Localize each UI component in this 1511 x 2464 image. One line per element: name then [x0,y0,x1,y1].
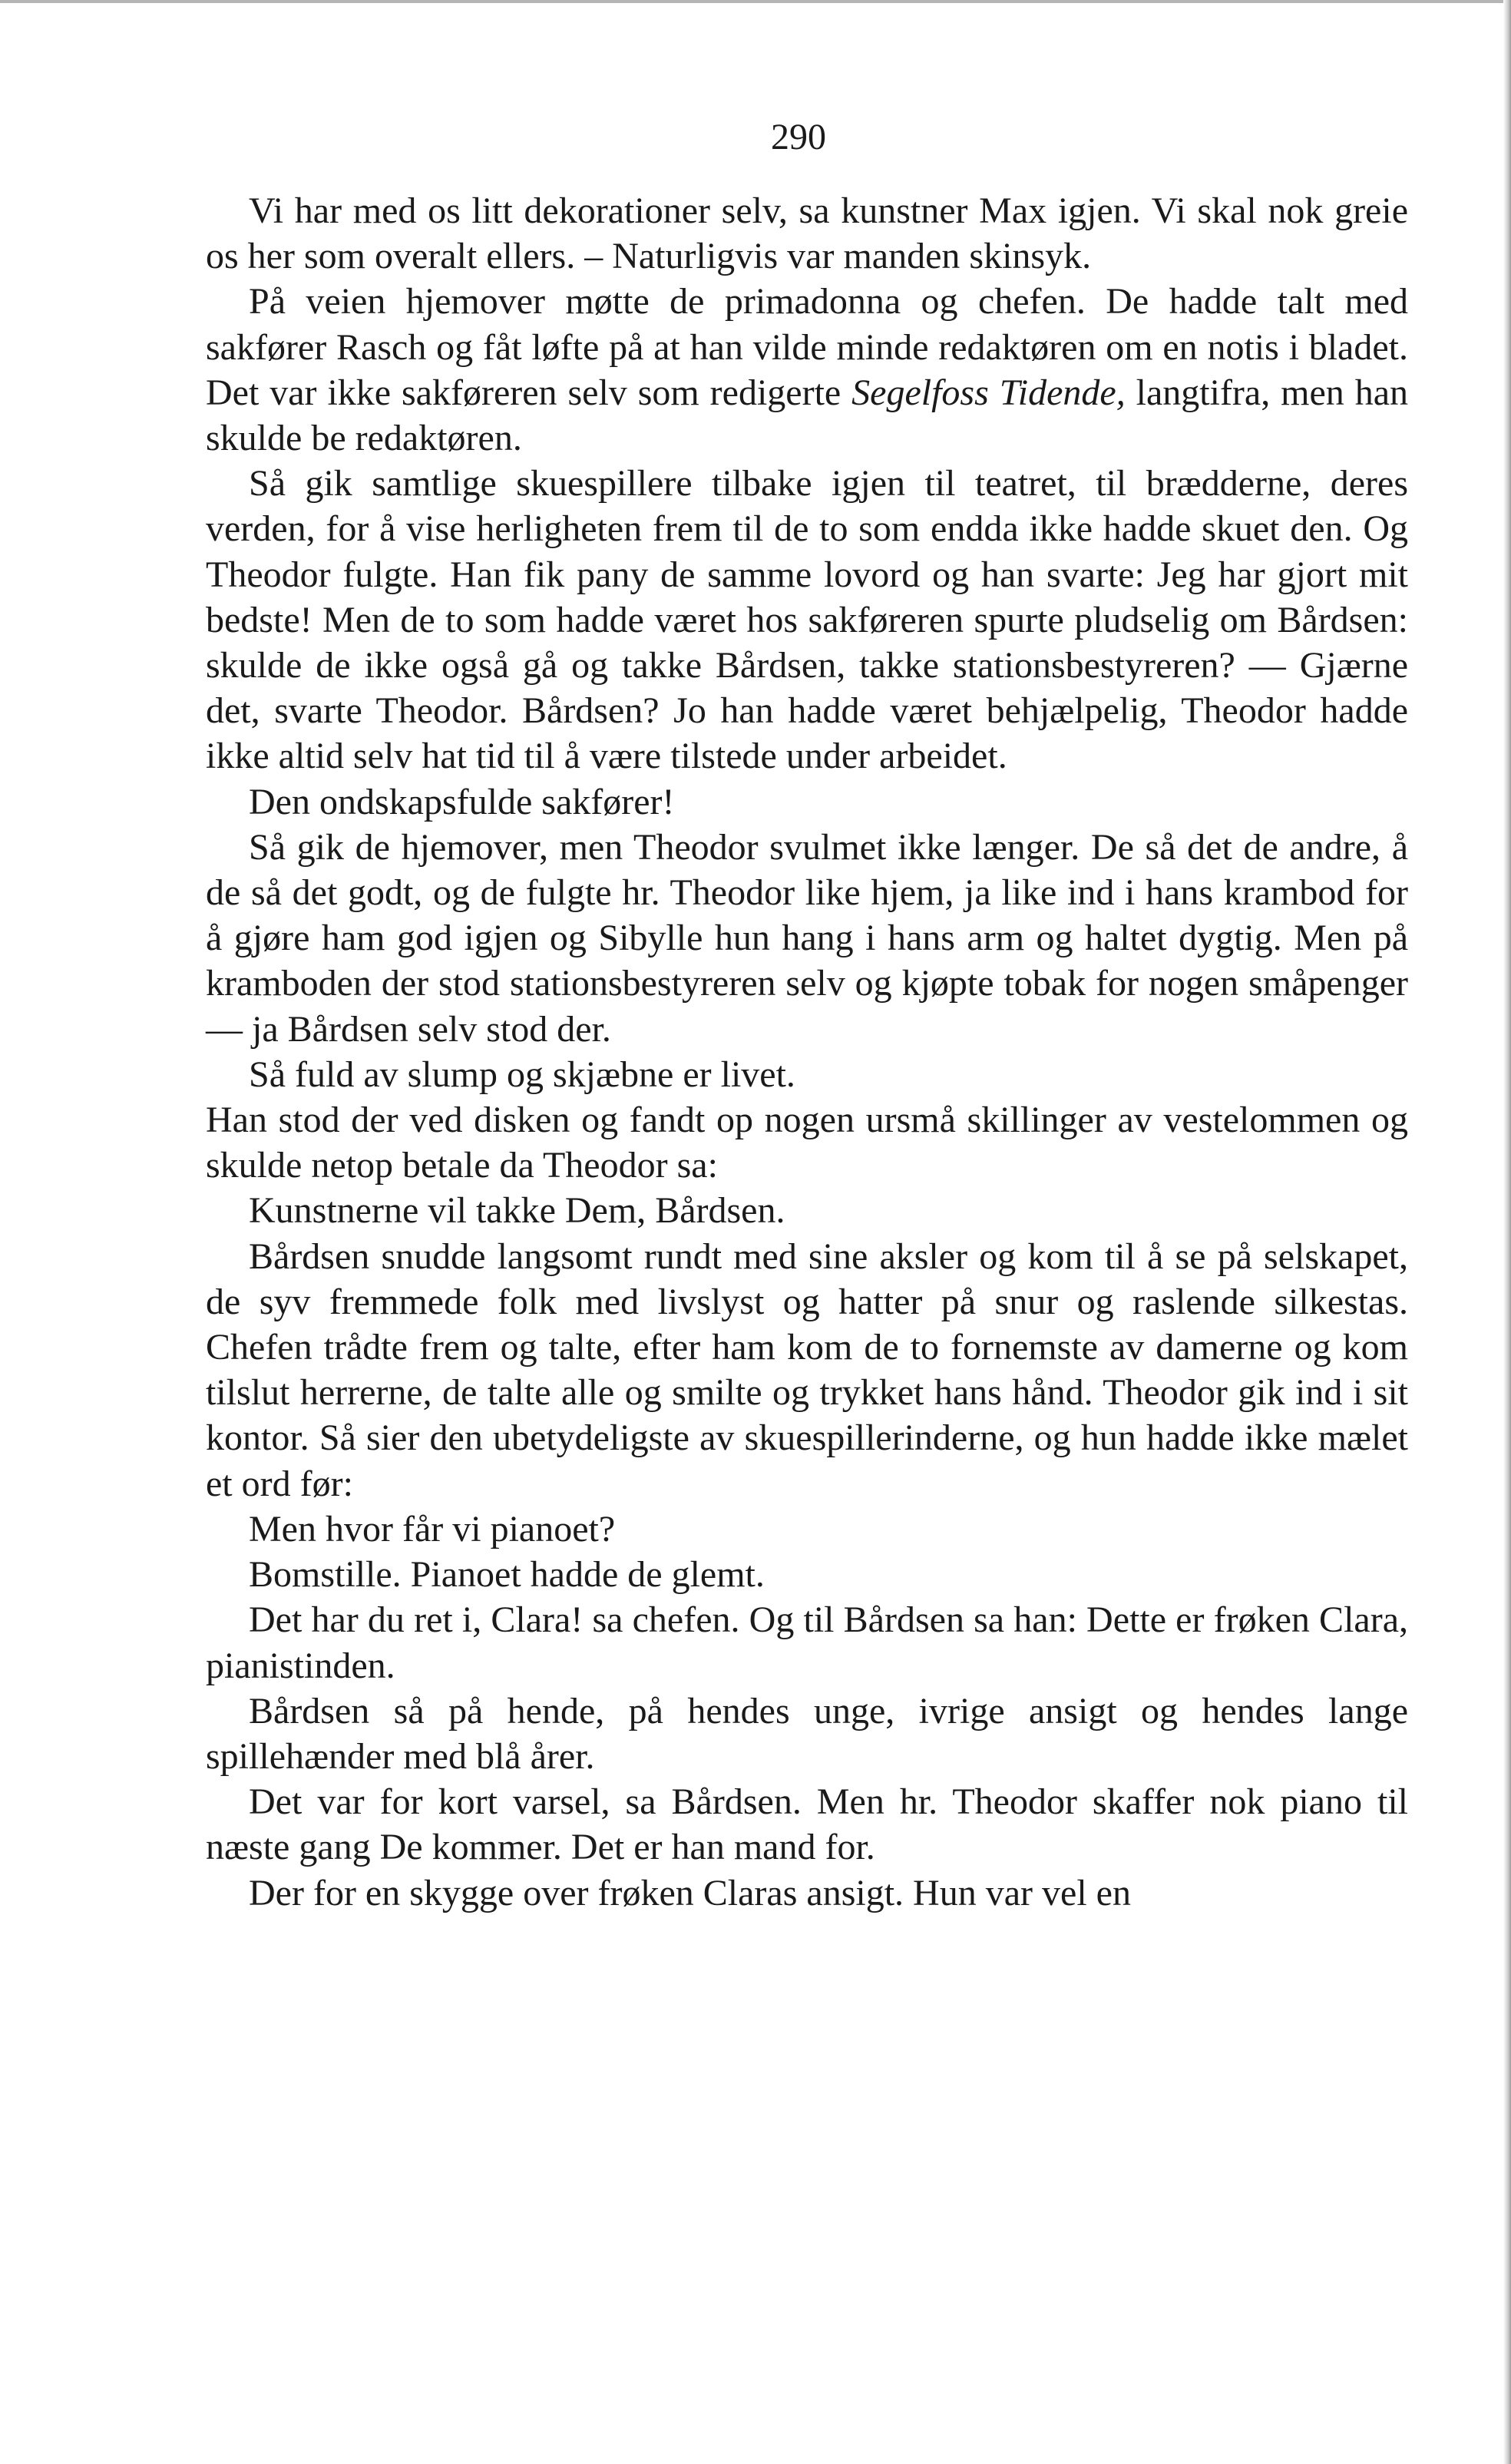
text-segment: Han stod der ved disken og fandt op nogen ursmå skillinger av vestelommen og skulde netop betale da Theodor sa: [206,1100,1408,1186]
paragraph [206,1097,1408,1188]
body-text [206,188,1408,1916]
text-segment: På veien hjemover møtte de primadonna og chefen. De hadde talt med sakfører Rasch og fåt løfte på at han vilde minde redaktøren om en notis i bladet. Det var ikke sakføreren selv som redigerte [206,281,1408,413]
paragraph [206,1779,1408,1870]
paragraph [206,1870,1408,1916]
text-segment: Bomstille. Pianoet hadde de glemt. [249,1554,765,1596]
paragraph [206,1507,1408,1552]
paragraph [206,1052,1408,1097]
paragraph [206,1597,1408,1688]
text-segment: Så gik de hjemover, men Theodor svulmet ikke længer. De så det de andre, å de så det godt, og de fulgte hr. Theodor like hjem, ja like ind i hans krambod for å gjøre ham god igjen og Sibylle hun hang i hans arm og haltet dygtig. Men på kramboden der stod stationsbestyreren selv og kjøpte tobak for nogen småpenger — ja Bårdsen selv stod der. [206,826,1408,1050]
text-segment: Bårdsen så på hende, på hendes unge, ivrige ansigt og hendes lange spillehænder med blå årer. [206,1690,1408,1777]
text-segment: Så gik samtlige skuespillere tilbake igjen til teatret, til brædderne, deres verden, for å vise herligheten frem til de to som endda ikke hadde skuet den. Og Theodor fulgte. Han fik pany de samme lovord og han svarte: Jeg har gjort mit bedste! Men de to som hadde været hos sakføreren spurte pludselig om Bårdsen: skulde de ikke også gå og takke Bårdsen, takke stationsbestyreren? — Gjærne det, svarte Theodor. Bårdsen? Jo han hadde været behjælpelig, Theodor hadde ikke altid selv hat tid til å være tilstede under arbeidet. [206,463,1408,777]
paragraph [206,461,1408,779]
text-segment: Vi har med os litt dekorationer selv, sa kunstner Max igjen. Vi skal nok greie os her som overalt ellers. – Naturligvis var manden skinsyk. [206,190,1408,277]
text-segment: Det var for kort varsel, sa Bårdsen. Men hr. Theodor skaffer nok piano til næste gang De kommer. Det er han mand for. [206,1781,1408,1868]
text-segment: Bårdsen snudde langsomt rundt med sine aksler og kom til å se på selskapet, de syv fremmede folk med livslyst og hatter på snur og raslende silkestas. Chefen trådte frem og talte, efter ham kom de to fornemste av damerne og kom tilslut herrerne, de talte alle og smilte og trykket hans hånd. Theodor gik ind i sit kontor. Så sier den ubetydeligste av skuespillerinderne, og hun hadde ikke mælet et ord før: [206,1235,1408,1504]
paragraph [206,825,1408,1052]
text-segment: langtifra, men han skulde be redaktøren. [206,372,1409,459]
text-segment: Det har du ret i, Clara! sa chefen. Og til Bårdsen sa han: Dette er frøken Clara, pianistinden. [206,1599,1408,1686]
paragraph [206,1552,1408,1597]
paragraph [206,779,1408,825]
text-segment: Der for en skygge over frøken Claras ansigt. Hun var vel en [249,1872,1131,1913]
scan-edge-top [0,0,1511,3]
text-segment: Så fuld av slump og skjæbne er livet. [249,1053,795,1095]
paragraph [206,1234,1408,1507]
text-segment: Kunstnerne vil takke Dem, Bårdsen. [249,1190,785,1232]
newspaper-title: Segelfoss Tidende, [851,372,1126,413]
paragraph [206,279,1408,461]
text-segment: Men hvor får vi pianoet? [249,1508,616,1550]
paragraph [206,188,1408,279]
paragraph [206,1688,1408,1779]
scan-edge-right [1503,0,1511,2464]
paragraph [206,1188,1408,1233]
page-number: 290 [771,117,826,157]
text-segment: Den ondskapsfulde sakfører! [249,781,675,822]
